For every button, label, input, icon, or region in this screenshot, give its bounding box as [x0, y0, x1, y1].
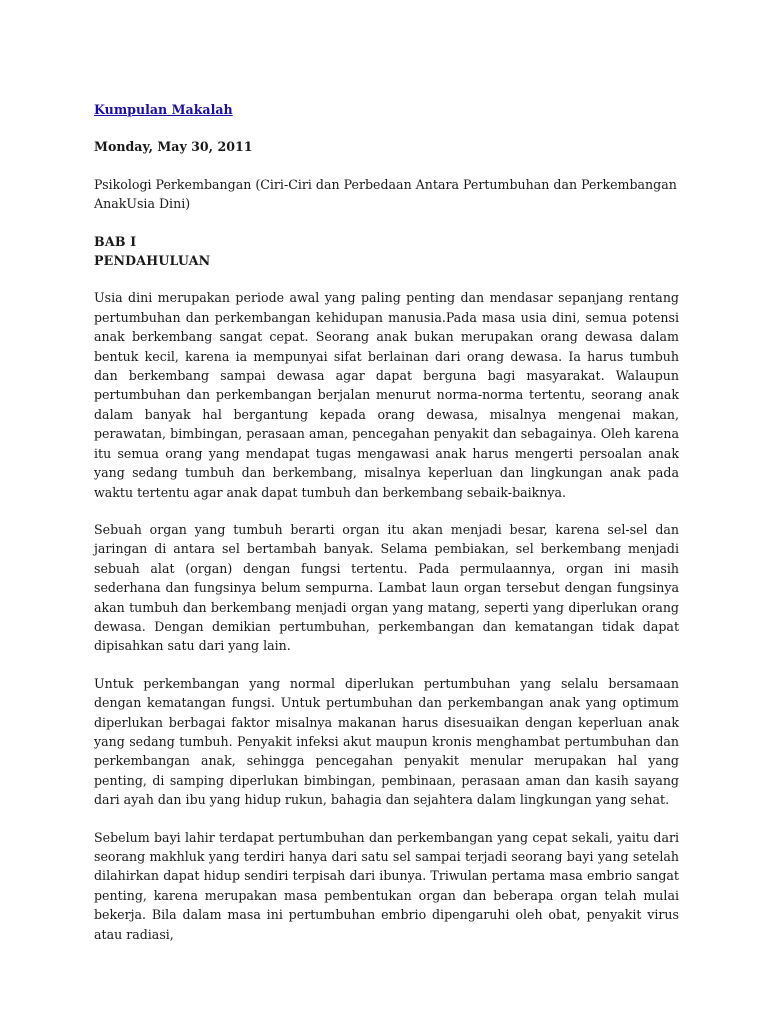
document-page: [94, 100, 679, 944]
chapter-number: BAB I: [94, 233, 137, 249]
paragraph: Sebuah organ yang tumbuh berarti organ itu akan menjadi besar, karena sel-sel dan jaringan di antara sel bertambah banyak. Selama pembiakan, sel berkembang menjadi sebuah alat (organ) dengan fungsi tertentu. Pada permulaannya, organ ini masih sederhana dan fungsinya belum sempurna. Lambat laun organ tersebut dengan fungsinya akan tumbuh dan berkembang menjadi organ yang matang, seperti yang diperlukan orang dewasa. Dengan demikian pertumbuhan, perkembangan dan kematangan tidak dapat dipisahkan satu dari yang lain.: [94, 521, 679, 654]
post-title: Psikologi Perkembangan (Ciri-Ciri dan Perbedaan Antara Pertumbuhan dan Perkembangan AnakUsia Dini): [94, 176, 677, 212]
paragraph: Usia dini merupakan periode awal yang paling penting dan mendasar sepanjang rentang pertumbuhan dan perkembangan kehidupan manusia.Pada masa usia dini, semua potensi anak berkembang sangat cepat. Seorang anak bukan merupakan orang dewasa dalam bentuk kecil, karena ia mempunyai sifat berlainan dari orang dewasa. Ia harus tumbuh dan berkembang sampai dewasa agar dapat berguna bagi masyarakat. Walaupun pertumbuhan dan perkembangan berjalan menurut norma-norma tertentu, seorang anak dalam banyak hal bergantung kepada orang dewasa, misalnya mengenai makan, perawatan, bimbingan, perasaan aman, pencegahan penyakit dan sebagainya. Oleh karena itu semua orang yang mendapat tugas mengawasi anak harus mengerti persoalan anak yang sedang tumbuh dan berkembang, misalnya keperluan dan lingkungan anak pada waktu tertentu agar anak dapat tumbuh dan berkembang sebaik-baiknya.: [94, 290, 679, 500]
blog-title-link[interactable]: Kumpulan Makalah: [94, 102, 233, 117]
post-date: Monday, May 30, 2011: [94, 139, 253, 155]
chapter-title: PENDAHULUAN: [94, 253, 211, 269]
paragraph: Untuk perkembangan yang normal diperlukan pertumbuhan yang selalu bersamaan dengan kematangan fungsi. Untuk pertumbuhan dan perkembangan anak yang optimum diperlukan berbagai faktor misalnya makanan harus disesuaikan dengan keperluan anak yang sedang tumbuh. Penyakit infeksi akut maupun kronis menghambat pertumbuhan dan perkembangan anak, sehingga pencegahan penyakit menular merupakan hal yang penting, di samping diperlukan bimbingan, pembinaan, perasaan aman dan kasih sayang dari ayah dan ibu yang hidup rukun, bahagia dan sejahtera dalam lingkungan yang sehat.: [94, 675, 679, 808]
paragraph: Sebelum bayi lahir terdapat pertumbuhan dan perkembangan yang cepat sekali, yaitu dari seorang makhluk yang terdiri hanya dari satu sel sampai terjadi seorang bayi yang setelah dilahirkan dapat hidup sendiri terpisah dari ibunya. Triwulan pertama masa embrio sangat penting, karena merupakan masa pembentukan organ dan beberapa organ telah mulai bekerja. Bila dalam masa ini pertumbuhan embrio dipengaruhi oleh obat, penyakit virus atau radiasi,: [94, 829, 679, 942]
chapter-heading: [94, 232, 679, 271]
